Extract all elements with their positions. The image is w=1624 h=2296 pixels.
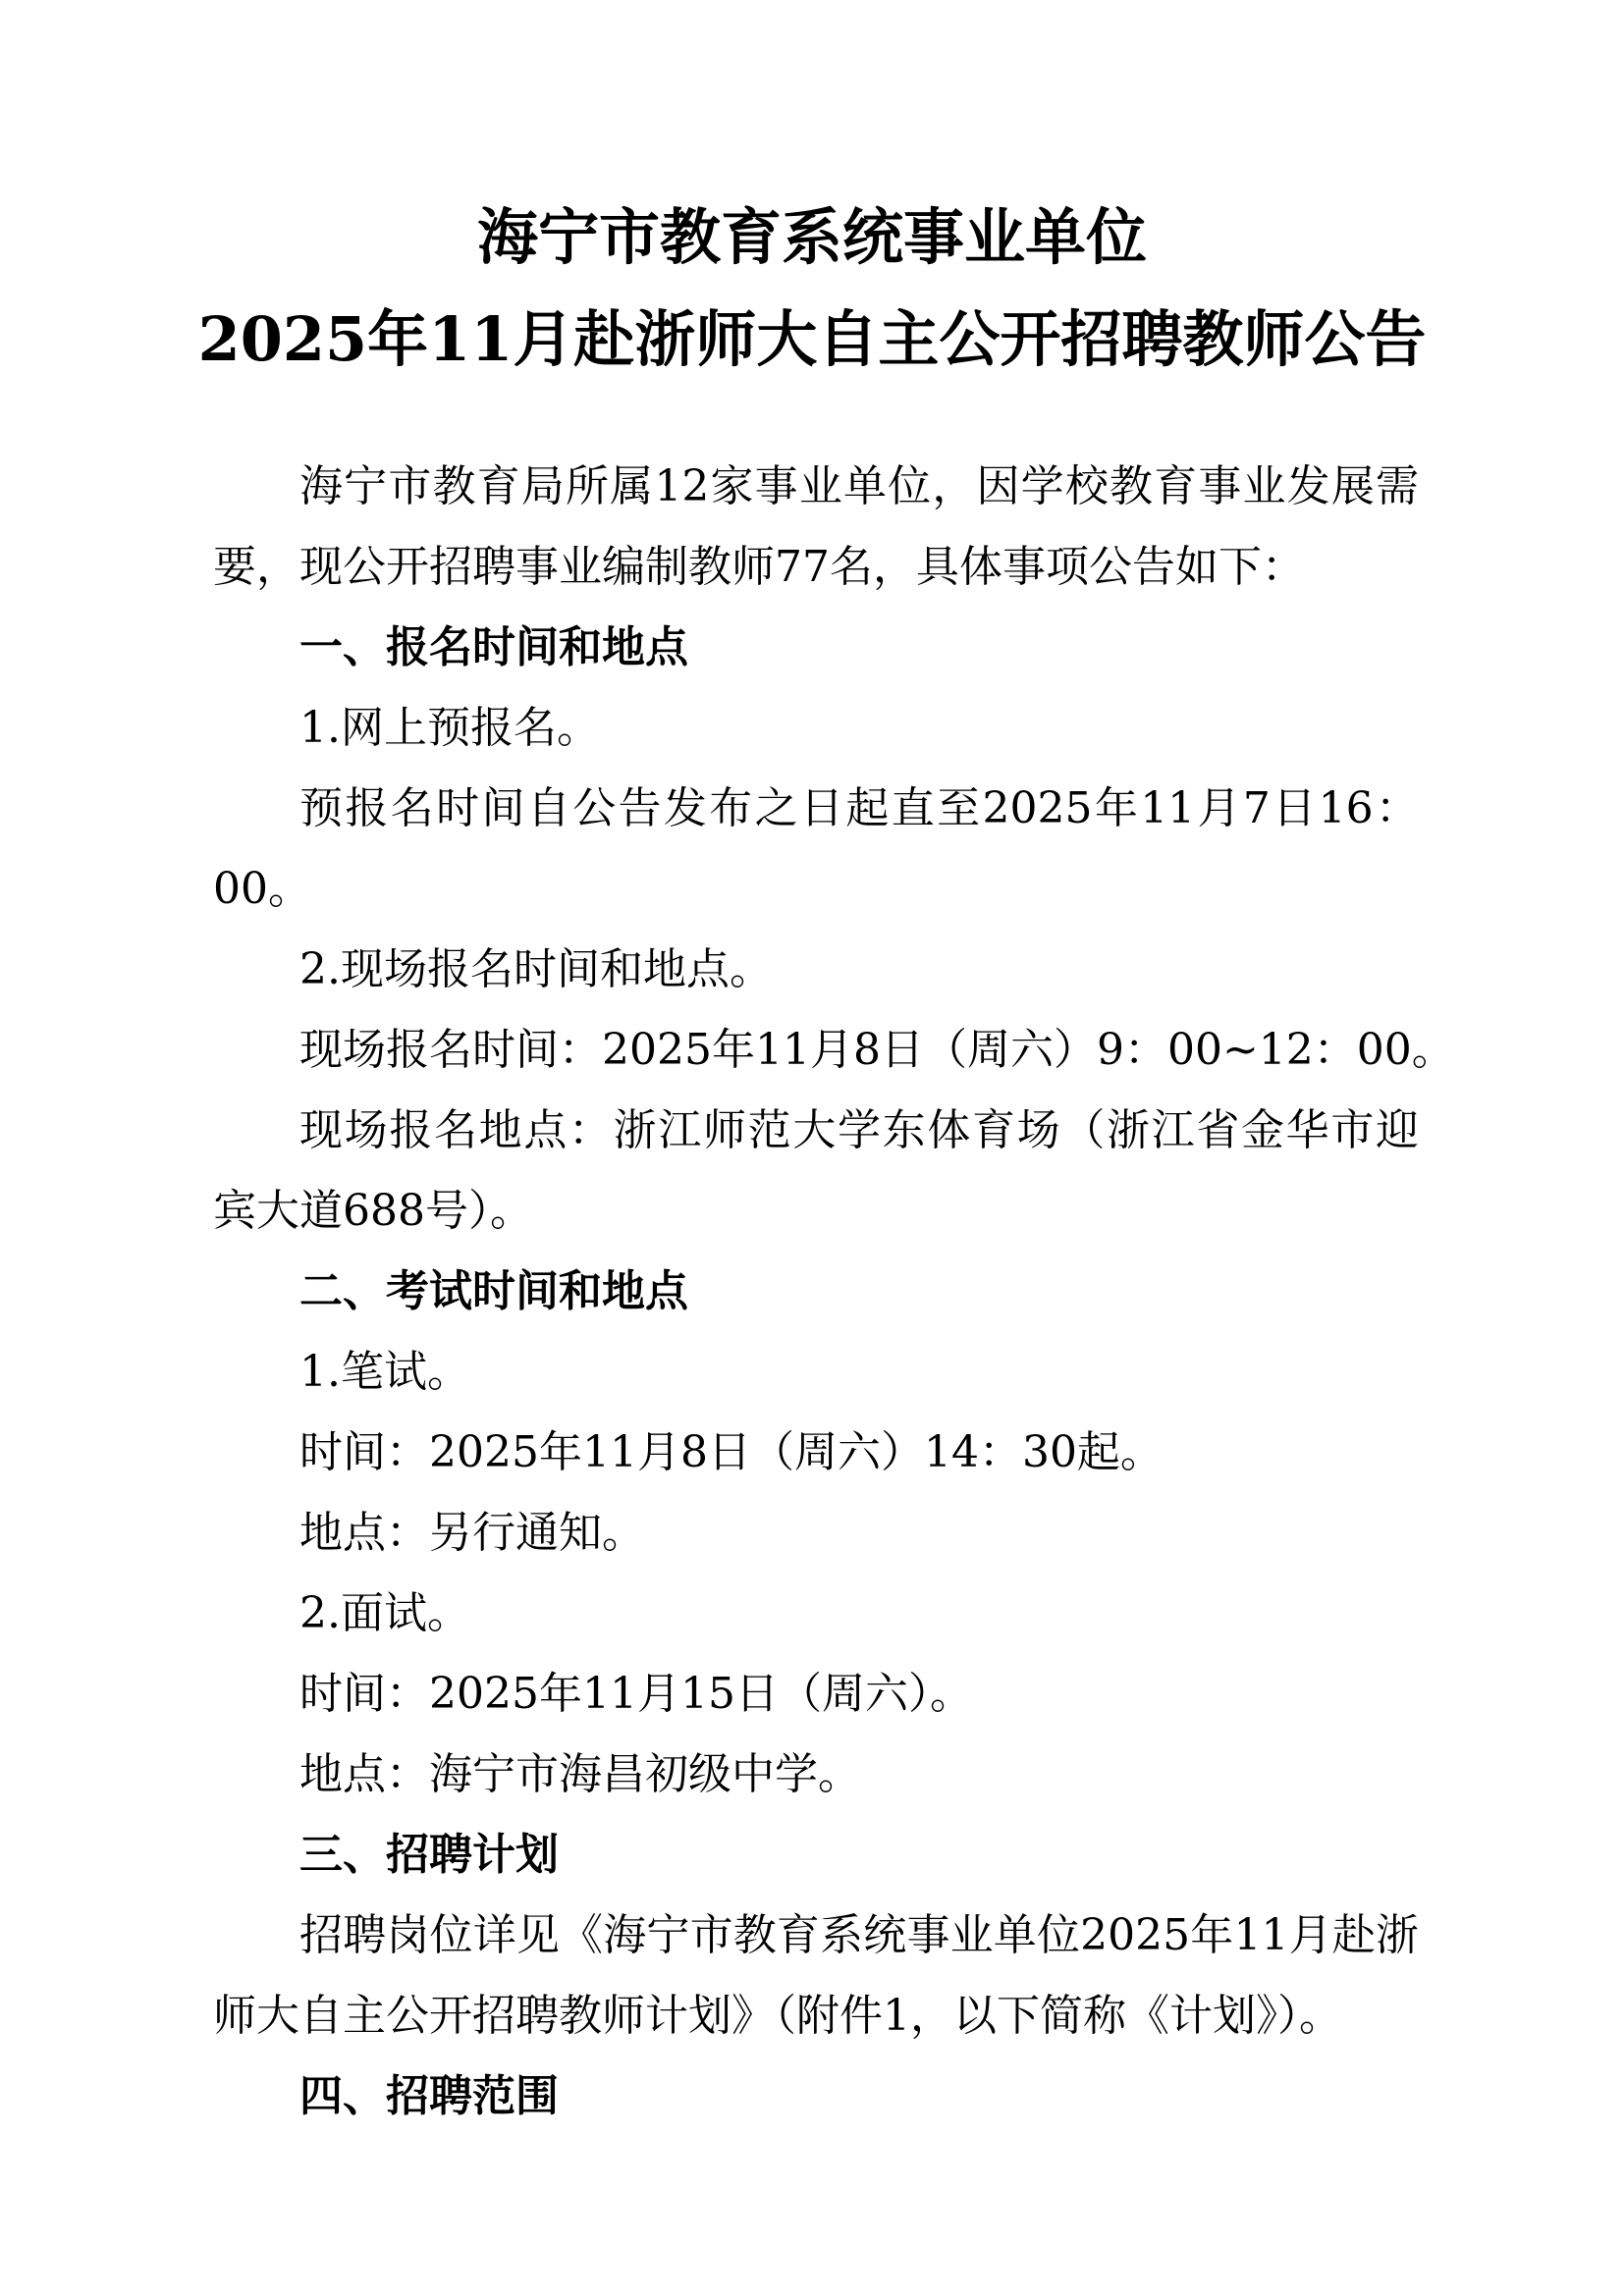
title-line-1: 海宁市教育系统事业单位 bbox=[476, 201, 1147, 273]
section-heading-registration: 一、报名时间和地点 bbox=[299, 622, 688, 672]
preregistration-time: 预报名时间自公告发布之日起直至2025年11月7日16：00。 bbox=[213, 783, 1419, 914]
title-line-2: 2025年11月赴浙师大自主公开招聘教师公告 bbox=[197, 303, 1427, 375]
written-exam-location: 地点：另行通知。 bbox=[299, 1508, 645, 1558]
interview-location: 地点：海宁市海昌初级中学。 bbox=[299, 1749, 861, 1799]
interview-time: 时间：2025年11月15日（周六）。 bbox=[299, 1669, 973, 1719]
section-heading-plan: 三、招聘计划 bbox=[299, 1830, 559, 1880]
interview-label: 2.面试。 bbox=[299, 1588, 470, 1638]
intro-paragraph: 海宁市教育局所属12家事业单位，因学校教育事业发展需要，现公开招聘事业编制教师77名，具体事项公告如下： bbox=[213, 461, 1419, 592]
section-heading-scope: 四、招聘范围 bbox=[299, 2071, 559, 2121]
onsite-registration-location: 现场报名地点：浙江师范大学东体育场（浙江省金华市迎宾大道688号）。 bbox=[213, 1105, 1419, 1236]
onsite-registration-label: 2.现场报名时间和地点。 bbox=[299, 944, 773, 994]
document-body bbox=[213, 447, 1455, 2137]
written-exam-time: 时间：2025年11月8日（周六）14：30起。 bbox=[299, 1427, 1164, 1477]
recruitment-plan-text: 招聘岗位详见《海宁市教育系统事业单位2025年11月赴浙师大自主公开招聘教师计划》（附件1，以下简称《计划》）。 bbox=[213, 1910, 1419, 2041]
document-title bbox=[0, 187, 1624, 391]
online-preregistration-label: 1.网上预报名。 bbox=[299, 703, 600, 753]
section-heading-exam: 二、考试时间和地点 bbox=[299, 1266, 688, 1316]
onsite-registration-time: 现场报名时间：2025年11月8日（周六）9：00~12：00。 bbox=[299, 1025, 1455, 1075]
written-exam-label: 1.笔试。 bbox=[299, 1347, 470, 1397]
